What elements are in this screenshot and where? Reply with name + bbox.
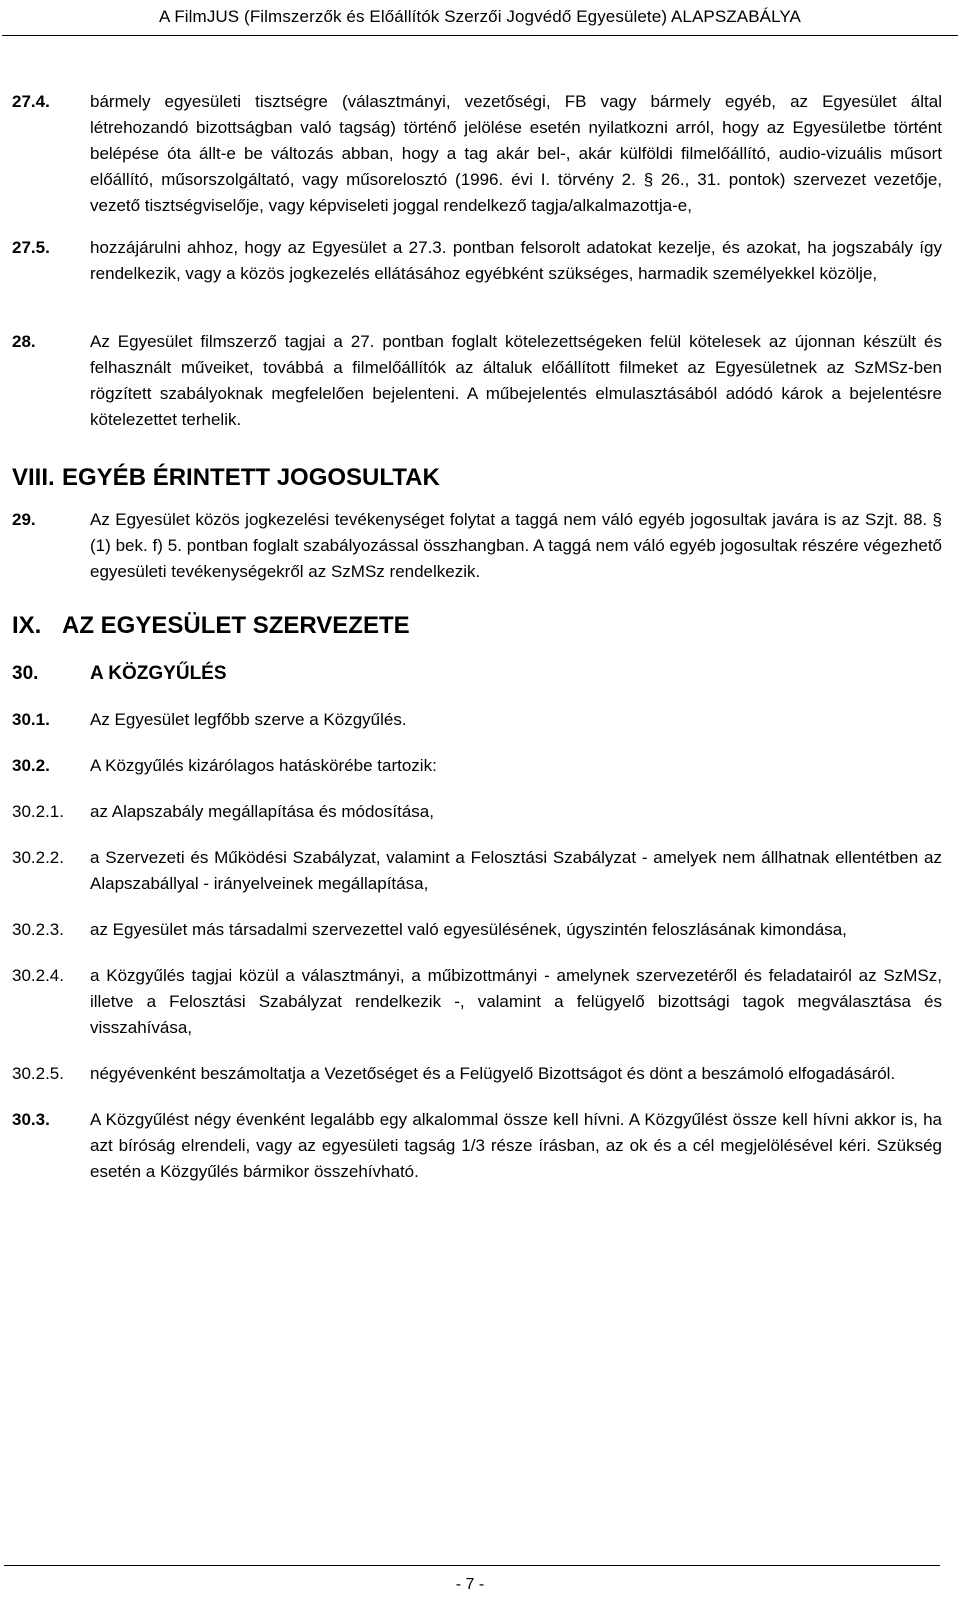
subsection-heading-30 <box>12 661 942 687</box>
clause-number: 30.2.4. <box>12 966 64 985</box>
clause-28 <box>12 329 942 433</box>
page-number: - 7 - <box>455 1576 485 1593</box>
clause-30-1 <box>12 707 942 733</box>
clause-number: 30.2.1. <box>12 802 64 821</box>
clause-text: Az Egyesület közös jogkezelési tevékenységet folytat a taggá nem váló egyéb jogosultak javára is az Szjt. 88. § (1) bek. f) 5. pontban foglalt szabályozással összhangban. A taggá nem váló egyéb jogosultak részére végezhető egyesületi tevékenységekről az SzMSz rendelkezik. <box>90 510 942 581</box>
clause-number: 30.2. <box>12 756 50 775</box>
clause-text: Az Egyesület legfőbb szerve a Közgyűlés. <box>90 710 407 729</box>
clause-30-2-4 <box>12 963 942 1041</box>
document-body <box>12 89 942 1185</box>
clause-number: 30.1. <box>12 710 50 729</box>
footer-divider <box>4 1565 940 1566</box>
clause-text: A Közgyűlés kizárólagos hatáskörébe tartozik: <box>90 756 437 775</box>
section-number: IX. <box>12 612 42 639</box>
clause-30-2-5 <box>12 1061 942 1087</box>
section-heading-viii <box>12 463 942 493</box>
clause-text: Az Egyesület filmszerző tagjai a 27. pontban foglalt kötelezettségeken felül kötelesek az újonnan készült és felhasznált műveiket, továbbá a filmelőállítók az általuk előállított filmeket az Egyesületnek az SzMSz-ben rögzített szabályoknak megfelelően bejelenteni. A műbejelentés elmulasztásából adódó károk a bejelentésre kötelezettet terhelik. <box>90 332 942 429</box>
section-number: VIII. <box>12 464 55 491</box>
clause-30-2-3 <box>12 917 942 943</box>
clause-30-2-2 <box>12 845 942 897</box>
clause-text: A Közgyűlést négy évenként legalább egy alkalommal össze kell hívni. A Közgyűlést össze kell hívni akkor is, ha azt bíróság elrendeli, vagy az egyesületi tagság 1/3 része írásban, az ok és a cél megjelölésével kéri. Szükség esetén a Közgyűlés bármikor összehívható. <box>90 1110 942 1181</box>
subsection-title: A KÖZGYŰLÉS <box>90 663 227 684</box>
clause-27-4 <box>12 89 942 215</box>
clause-30-2-1 <box>12 799 942 825</box>
clause-30-3 <box>12 1107 942 1185</box>
clause-27-5 <box>12 235 942 313</box>
clause-text: hozzájárulni ahhoz, hogy az Egyesület a 27.3. pontban felsorolt adatokat kezelje, és azokat, ha jogszabály így rendelkezik, vagy a közös jogkezelés ellátásához egyébként szükséges, harmadik személyekkel közölje, <box>90 238 942 283</box>
clause-text: bármely egyesületi tisztségre (választmányi, vezetőségi, FB vagy bármely egyéb, az Egyesület által létrehozandó bizottságban való tagság) történő jelölése esetén nyilatkozni arról, hogy az Egyesületbe történt belépése óta állt-e be változás abban, hogy a tag akár bel-, akár külföldi filmelőállító, audio-vizuális műsort előállító, műsorszolgáltató, vagy műsorelosztó (1996. évi I. törvény 2. § 26., 31. pontok) szervezet vezetője, vezető tisztségviselője, vagy képviseleti joggal rendelkező tagja/alkalmazottja-e, <box>90 92 942 215</box>
clause-number: 28. <box>12 332 36 351</box>
clause-number: 30.2.3. <box>12 920 64 939</box>
clause-text: az Egyesület más társadalmi szervezettel való egyesülésének, úgyszintén feloszlásának kimondása, <box>90 920 847 939</box>
clause-number: 30.2.2. <box>12 848 64 867</box>
section-title: EGYÉB ÉRINTETT JOGOSULTAK <box>62 464 440 491</box>
subsection-number: 30. <box>12 663 39 684</box>
clause-30-2 <box>12 753 942 779</box>
clause-number: 30.2.5. <box>12 1064 64 1083</box>
clause-number: 27.4. <box>12 92 50 111</box>
clause-text: az Alapszabály megállapítása és módosítása, <box>90 802 434 821</box>
header-divider <box>2 35 958 36</box>
section-title: AZ EGYESÜLET SZERVEZETE <box>62 612 410 639</box>
clause-text: a Közgyűlés tagjai közül a választmányi, a műbizottmányi - amelynek szervezetéről és feladatairól az SzMSz, illetve a Felosztási Szabályzat rendelkezik -, valamint a felügyelő bizottsági tagok megválasztása és visszahívása, <box>90 966 942 1037</box>
clause-number: 30.3. <box>12 1110 50 1129</box>
clause-number: 27.5. <box>12 238 50 257</box>
running-header: A FilmJUS (Filmszerzők és Előállítók Szerzői Jogvédő Egyesülete) ALAPSZABÁLYA <box>159 7 801 26</box>
clause-29 <box>12 507 942 585</box>
clause-number: 29. <box>12 510 36 529</box>
clause-text: a Szervezeti és Működési Szabályzat, valamint a Felosztási Szabályzat - amelyek nem állhatnak ellentétben az Alapszabállyal - irányelveinek megállapítása, <box>90 848 942 893</box>
clause-text: négyévenként beszámoltatja a Vezetőséget és a Felügyelő Bizottságot és dönt a beszámoló elfogadásáról. <box>90 1064 896 1083</box>
section-heading-ix <box>12 611 942 641</box>
